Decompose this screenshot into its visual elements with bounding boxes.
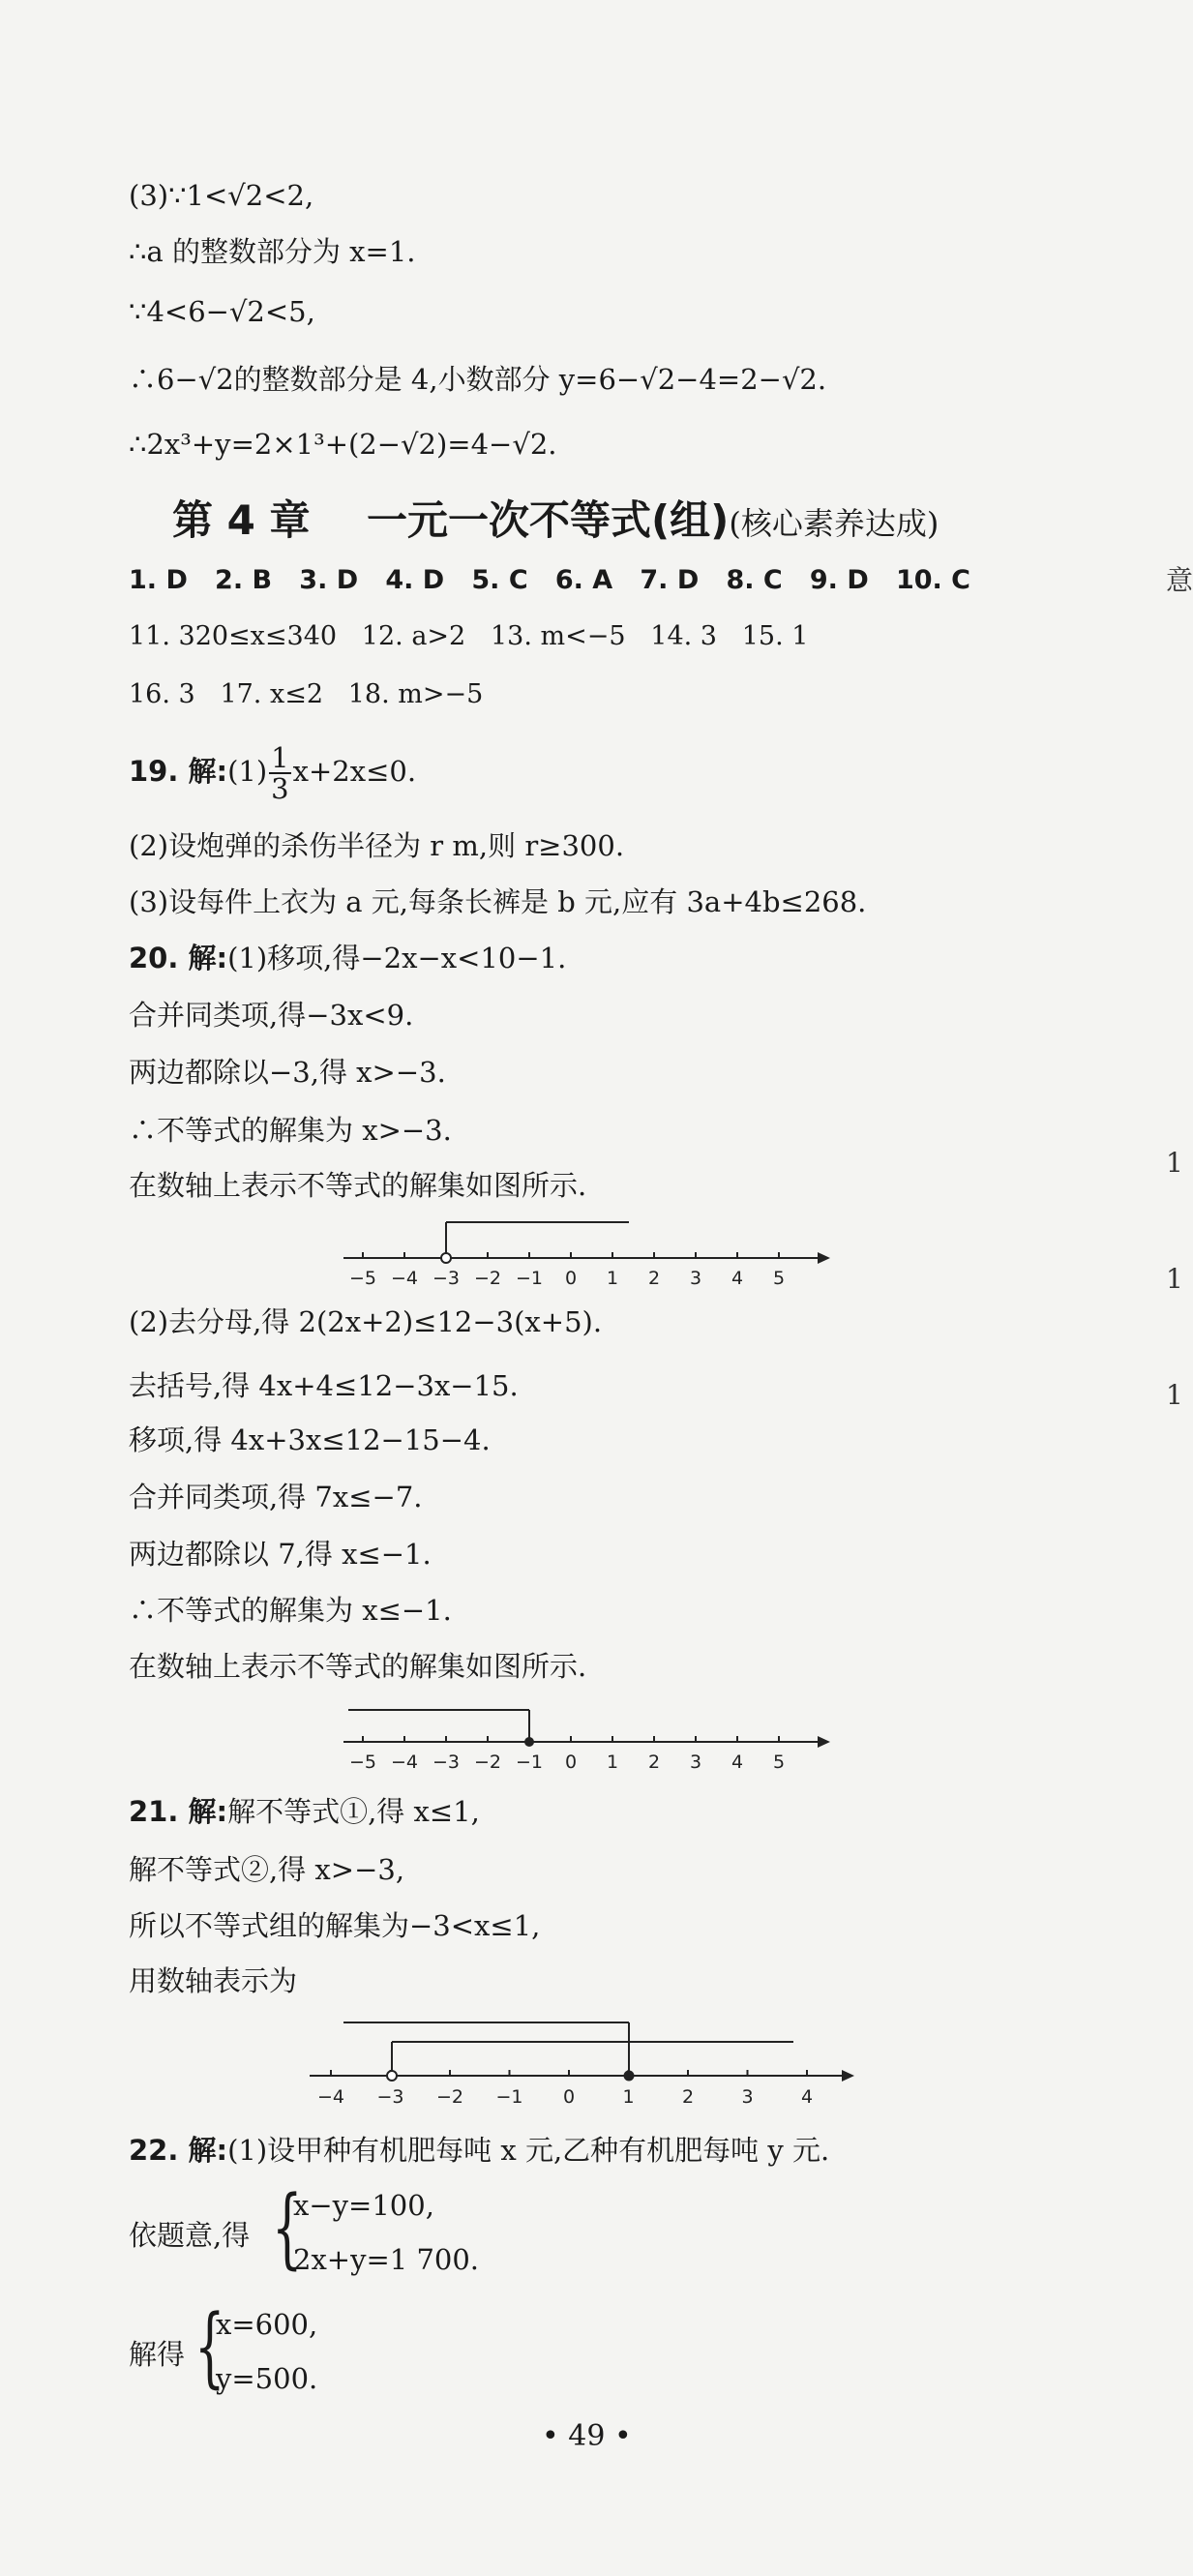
axis-arrow bbox=[818, 1736, 830, 1748]
tick-label: 0 bbox=[564, 1752, 578, 1773]
chapter-heading bbox=[172, 489, 939, 547]
q20-step: (1)移项,得−2x−x<10−1. bbox=[227, 942, 567, 974]
equation: y=500. bbox=[216, 2362, 318, 2395]
text-line: ∴6−√2的整数部分是 4,小数部分 y=6−√2−4=2−√2. bbox=[129, 363, 827, 396]
text-line: (3)∵1<√2<2, bbox=[129, 179, 314, 212]
tick-label: 1 bbox=[622, 2086, 635, 2108]
tick-label: −5 bbox=[348, 1752, 377, 1773]
brace-icon: { bbox=[194, 2296, 225, 2398]
fraction-denominator: 3 bbox=[271, 772, 289, 805]
brace-icon: { bbox=[272, 2177, 303, 2279]
text-line: 解不等式②,得 x>−3, bbox=[129, 1853, 405, 1886]
q21-line1 bbox=[129, 1790, 480, 1833]
text-line: 两边都除以−3,得 x>−3. bbox=[129, 1056, 446, 1089]
text-line: 两边都除以 7,得 x≤−1. bbox=[129, 1538, 432, 1571]
q19-suffix: x+2x≤0. bbox=[292, 755, 417, 788]
q22-label: 22. 解: bbox=[129, 2134, 228, 2167]
tick-label: −3 bbox=[376, 2086, 404, 2108]
tick-label: 1 bbox=[606, 1752, 619, 1773]
q22-line1 bbox=[129, 2129, 829, 2172]
tick-label: −1 bbox=[515, 1268, 544, 1289]
q21-label: 21. 解: bbox=[129, 1795, 228, 1828]
tick-label: 2 bbox=[647, 1752, 661, 1773]
text-line: ∴不等式的解集为 x≤−1. bbox=[129, 1594, 452, 1627]
tick-label: −1 bbox=[495, 2086, 523, 2108]
q20-part1 bbox=[129, 937, 566, 979]
text-line: 在数轴上表示不等式的解集如图所示. bbox=[129, 1169, 587, 1202]
tick-label: −3 bbox=[432, 1752, 461, 1773]
text-line: (2)设炮弹的杀伤半径为 r m,则 r≥300. bbox=[129, 829, 625, 862]
tick-label: 3 bbox=[741, 2086, 754, 2108]
tick-label: −4 bbox=[390, 1752, 419, 1773]
axis-arrow bbox=[818, 1252, 830, 1264]
system-prefix: 依题意,得 bbox=[129, 2219, 251, 2252]
tick-label: −4 bbox=[316, 2086, 345, 2108]
text-line: ∴a 的整数部分为 x=1. bbox=[129, 235, 416, 268]
edge-mark: 1 bbox=[1166, 1147, 1183, 1179]
text-line: (3)设每件上衣为 a 元,每条长裤是 b 元,应有 3a+4b≤268. bbox=[129, 885, 867, 918]
text-line: ∴不等式的解集为 x>−3. bbox=[129, 1114, 452, 1147]
tick-label: 3 bbox=[689, 1752, 702, 1773]
text-line: ∴2x³+y=2×1³+(2−√2)=4−√2. bbox=[129, 428, 557, 461]
q19-label: 19. 解: bbox=[129, 755, 228, 788]
tick-label: −1 bbox=[515, 1752, 544, 1773]
text-line: 用数轴表示为 bbox=[129, 1964, 298, 1997]
axis-arrow bbox=[842, 2070, 854, 2082]
answer-row: 16. 3 17. x≤2 18. m>−5 bbox=[129, 679, 484, 709]
text-line: 合并同类项,得 7x≤−7. bbox=[129, 1481, 423, 1513]
edge-mark: 意 bbox=[1166, 564, 1193, 596]
tick-label: −2 bbox=[435, 2086, 464, 2108]
number-line-1 bbox=[329, 1205, 832, 1292]
tick-label: 4 bbox=[800, 2086, 814, 2108]
fraction bbox=[269, 743, 290, 803]
chapter-title: 第 4 章 一元一次不等式(组) bbox=[172, 496, 730, 544]
tick-label: 0 bbox=[564, 1268, 578, 1289]
text-line: 去括号,得 4x+4≤12−3x−15. bbox=[129, 1369, 519, 1402]
number-line-2 bbox=[329, 1689, 832, 1776]
tick-label: 1 bbox=[606, 1268, 619, 1289]
open-dot bbox=[441, 1253, 451, 1263]
answer-row: 11. 320≤x≤340 12. a>2 13. m<−5 14. 3 15. 1 bbox=[129, 621, 809, 651]
q21-step: 解不等式①,得 x≤1, bbox=[227, 1795, 480, 1828]
tick-label: −3 bbox=[432, 1268, 461, 1289]
equation: 2x+y=1 700. bbox=[293, 2243, 480, 2276]
text-line: 所以不等式组的解集为−3<x≤1, bbox=[129, 1909, 541, 1942]
tick-label: 2 bbox=[681, 2086, 695, 2108]
text-line: 移项,得 4x+3x≤12−15−4. bbox=[129, 1423, 491, 1456]
tick-label: −5 bbox=[348, 1268, 377, 1289]
q20-label: 20. 解: bbox=[129, 942, 228, 974]
open-dot bbox=[387, 2071, 397, 2081]
text-line: ∵4<6−√2<5, bbox=[129, 295, 315, 328]
tick-label: −2 bbox=[473, 1752, 502, 1773]
fraction-numerator: 1 bbox=[271, 741, 289, 774]
edge-mark: 1 bbox=[1166, 1379, 1183, 1411]
number-line-3 bbox=[300, 2003, 856, 2110]
tick-label: −4 bbox=[390, 1268, 419, 1289]
closed-dot bbox=[524, 1737, 534, 1747]
q19-prefix: (1) bbox=[227, 755, 268, 788]
tick-label: 2 bbox=[647, 1268, 661, 1289]
tick-label: 0 bbox=[562, 2086, 576, 2108]
tick-label: 5 bbox=[772, 1268, 786, 1289]
tick-label: 4 bbox=[731, 1752, 744, 1773]
tick-label: −2 bbox=[473, 1268, 502, 1289]
equation: x−y=100, bbox=[293, 2189, 434, 2222]
answer-row: 1. D 2. B 3. D 4. D 5. C 6. A 7. D 8. C 9. D 10. C bbox=[129, 565, 970, 595]
q22-step: (1)设甲种有机肥每吨 x 元,乙种有机肥每吨 y 元. bbox=[227, 2134, 830, 2167]
closed-dot bbox=[624, 2071, 635, 2082]
chapter-subtitle: (核心素养达成) bbox=[729, 505, 939, 542]
text-line: 在数轴上表示不等式的解集如图所示. bbox=[129, 1650, 587, 1683]
text-line: (2)去分母,得 2(2x+2)≤12−3(x+5). bbox=[129, 1305, 603, 1338]
tick-label: 5 bbox=[772, 1752, 786, 1773]
tick-label: 3 bbox=[689, 1268, 702, 1289]
page-number: • 49 • bbox=[542, 2419, 632, 2453]
system-prefix: 解得 bbox=[129, 2338, 186, 2371]
tick-label: 4 bbox=[731, 1268, 744, 1289]
equation: x=600, bbox=[216, 2308, 318, 2341]
text-line: 合并同类项,得−3x<9. bbox=[129, 999, 414, 1032]
edge-mark: 1 bbox=[1166, 1263, 1183, 1295]
q19-part1 bbox=[129, 743, 416, 803]
